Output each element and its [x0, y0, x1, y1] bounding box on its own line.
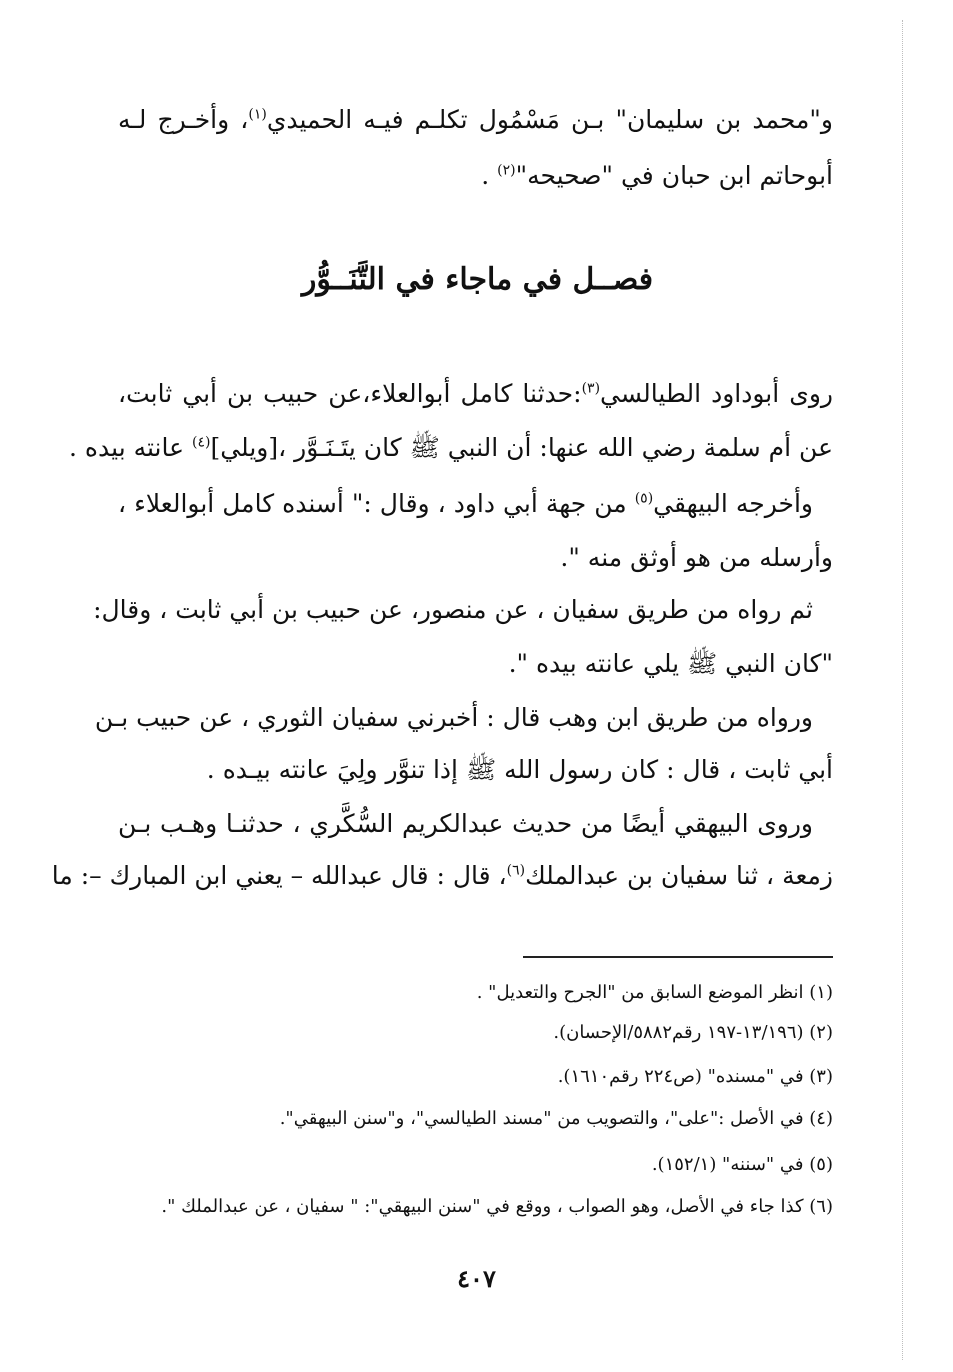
section-heading: فصــل في ماجاء في التَّنَــوُّر — [301, 262, 654, 297]
footnote-ref[interactable]: (٢) — [497, 162, 516, 179]
footnote: (٣) في "مسنده" (ص٢٢٤ رقم١٦١٠). — [557, 1066, 833, 1087]
page-number: ٤٠٧ — [457, 1264, 496, 1293]
body-line: زمعة ، ثنا سفيان بن عبدالملك$^{(٦)}$، قال : قال عبدالله – يعني ابن المبارك –: ما — [51, 861, 833, 890]
body-line: ثم رواه من طريق سفيان ، عن منصور، عن حبيب بن أبي ثابت ، وقال: — [93, 595, 813, 624]
footnote-ref[interactable]: (٣) — [581, 380, 601, 397]
footnote-ref[interactable]: (٤) — [191, 434, 211, 451]
footnote-ref[interactable]: (١) — [248, 106, 267, 123]
body-line: ورواه من طريق ابن وهب قال : أخبرني سفيان الثوري ، عن حبيب بـن — [94, 703, 813, 732]
footnote: (٦) كذا جاء في الأصل، وهو الصواب ، ووقع في "سنن البيهقي": " سفيان ، عن عبدالملك ". — [161, 1196, 833, 1217]
footnote: (٢) (١٣/١٩٦-١٩٧ رقم٥٨٨٢/الإحسان). — [553, 1022, 833, 1043]
body-line: وروى البيهقي أيضًا من حديث عبدالكريم السُّكَّري ، حدثنـا وهـب بـن — [118, 809, 813, 838]
footnote: (٥) في "سننه" (١٥٢/١). — [651, 1154, 833, 1175]
body-line: روى أبوداود الطيالسي$^{(٣)}$:حدثنا كامل أبوالعلاء،عن حبيب بن أبي ثابت، — [118, 379, 833, 408]
footnote-separator — [523, 956, 833, 958]
body-line: وأخرجه البيهقي$^{(٥)}$ من جهة أبي داود ، وقال :" أسنده كامل أبوالعلاء ، — [118, 489, 813, 518]
scan-edge-line — [902, 20, 903, 1360]
footnote: (٤) في الأصل :"على"، والتصويب من "مسند الطيالسي"، و"سنن البيهقي". — [279, 1108, 833, 1129]
footnote: (١) انظر الموضع السابق من "الجرح والتعديل" . — [476, 982, 833, 1003]
body-line: "كان النبي ﷺ يلي عانته بيده ". — [508, 649, 833, 678]
footnote-ref[interactable]: (٦) — [506, 862, 526, 879]
footnote-ref[interactable]: (٥) — [634, 490, 654, 507]
body-line: عن أم سلمة رضي الله عنها: أن النبي ﷺ كان يتَـنَـوَّر ،[ويلي]$^{(٤)}$ عانته بيده . — [69, 433, 833, 462]
intro-line: أبوحاتم ابن حبان في "صحيحه"$^{(٢)}$ . — [481, 161, 833, 190]
body-line: أبي ثابت ، قال : كان رسول الله ﷺ إذا تنوَّر ولِيَ عانته بيـده . — [206, 755, 833, 784]
body-line: وأرسله من هو أوثق منه ". — [560, 543, 833, 572]
intro-line: و"محمد بن سليمان" بـن مَسْمُول تكلـم فيـه الحميدي$^{(١)}$، وأخـرج لـه — [118, 105, 833, 134]
